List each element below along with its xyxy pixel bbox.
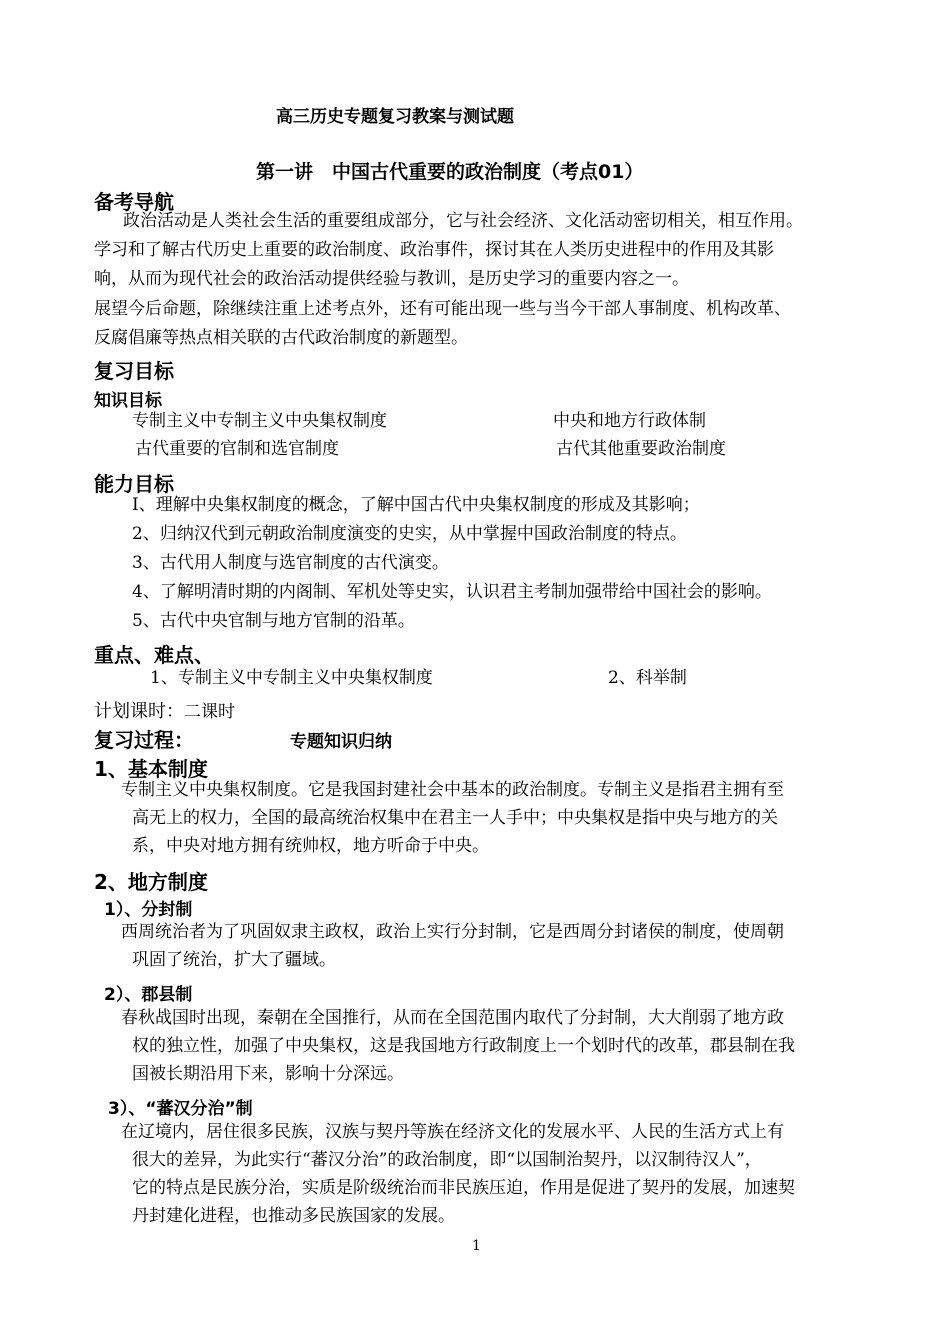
section-heading-process: 复习过程： — [94, 728, 194, 752]
fengjian-line: 西周统治者为了巩固奴隶主政权，政治上实行分封制，它是西周分封诸侯的制度，使周朝 — [121, 922, 784, 942]
ability-goal-item: I、理解中央集权制度的概念，了解中国古代中央集权制度的形成及其影响； — [132, 495, 700, 515]
junxian-line: 权的独立性，加强了中央集权，这是我国地方行政制度上一个划时代的改革，郡县制在我 — [132, 1036, 795, 1056]
guide-paragraph-line: 响，从而为现代社会的政治活动提供经验与教训，是历史学习的重要内容之一。 — [94, 269, 689, 289]
key-point-item: 1、专制主义中专制主义中央集权制度 — [150, 668, 433, 688]
subsection-heading-fengjian: 1）、分封制 — [104, 900, 193, 920]
ability-goal-item: 2、归纳汉代到元朝政治制度演变的史实，从中掌握中国政治制度的特点。 — [132, 524, 687, 544]
lecture-title: 第一讲 中国古代重要的政治制度（考点01） — [256, 161, 644, 183]
plan-line — [94, 697, 235, 723]
section-heading-guide: 备考导航 — [94, 190, 174, 214]
fanhan-line: 丹封建化进程，也推动多民族国家的发展。 — [132, 1206, 455, 1226]
section-heading-local-system: 2、地方制度 — [94, 870, 208, 894]
section-heading-key-points: 重点、难点、 — [94, 643, 214, 667]
knowledge-goals-heading: 知识目标 — [94, 391, 162, 411]
guide-paragraph-line: 政治活动是人类社会生活的重要组成部分，它与社会经济、文化活动密切相关，相互作用。 — [123, 211, 803, 231]
plan-label: 计划课时： — [94, 701, 184, 722]
fengjian-line: 巩固了统治，扩大了疆域。 — [132, 950, 336, 970]
knowledge-goal-item: 专制主义中专制主义中央集权制度 — [132, 411, 387, 431]
basic-system-line: 高无上的权力，全国的最高统治权集中在君主一人手中；中央集权是指中央与地方的关 — [132, 808, 778, 828]
fanhan-line: 它的特点是民族分治，实质是阶级统治而非民族压迫，作用是促进了契丹的发展，加速契 — [132, 1178, 795, 1198]
knowledge-goal-item: 古代重要的官制和选官制度 — [135, 439, 339, 459]
knowledge-goal-item: 古代其他重要政治制度 — [556, 439, 726, 459]
junxian-line: 春秋战国时出现，秦朝在全国推行，从而在全国范围内取代了分封制，大大削弱了地方政 — [121, 1008, 784, 1028]
ability-goal-item: 3、古代用人制度与选官制度的古代演变。 — [132, 553, 449, 573]
guide-paragraph-line: 展望今后命题，除继续注重上述考点外，还有可能出现一些与当今干部人事制度、机构改革、 — [94, 299, 791, 319]
basic-system-line: 专制主义中央集权制度。它是我国封建社会中基本的政治制度。专制主义是指君主拥有至 — [121, 780, 784, 800]
section-heading-basic-system: 1、基本制度 — [94, 757, 208, 781]
plan-value: 二课时 — [184, 702, 235, 722]
section-heading-ability: 能力目标 — [94, 472, 174, 496]
ability-goal-item: 4、了解明清时期的内阁制、军机处等史实，认识君主考制加强带给中国社会的影响。 — [132, 582, 772, 602]
guide-paragraph-line: 反腐倡廉等热点相关联的古代政治制度的新题型。 — [94, 328, 468, 348]
section-heading-goals: 复习目标 — [94, 359, 174, 383]
fanhan-line: 在辽境内，居住很多民族，汉族与契丹等族在经济文化的发展水平、人民的生活方式上有 — [121, 1122, 784, 1142]
key-point-item: 2、科举制 — [608, 668, 687, 688]
subsection-heading-fanhan: 3）、“蕃汉分治”制 — [108, 1099, 253, 1119]
basic-system-line: 系，中央对地方拥有统帅权，地方听命于中央。 — [132, 836, 489, 856]
fanhan-line: 很大的差异，为此实行“蕃汉分治”的政治制度，即“以国制治契丹，以汉制待汉人”， — [132, 1150, 762, 1170]
guide-paragraph-line: 学习和了解古代历史上重要的政治制度、政治事件，探讨其在人类历史进程中的作用及其影 — [94, 240, 774, 260]
ability-goal-item: 5、古代中央官制与地方官制的沿革。 — [132, 611, 415, 631]
knowledge-goal-item: 中央和地方行政体制 — [553, 411, 706, 431]
page-number: 1 — [472, 1238, 481, 1254]
junxian-line: 国被长期沿用下来，影响十分深远。 — [132, 1064, 404, 1084]
process-subheading: 专题知识归纳 — [290, 732, 392, 752]
document-title: 高三历史专题复习教案与测试题 — [276, 107, 514, 127]
subsection-heading-junxian: 2）、郡县制 — [104, 985, 193, 1005]
